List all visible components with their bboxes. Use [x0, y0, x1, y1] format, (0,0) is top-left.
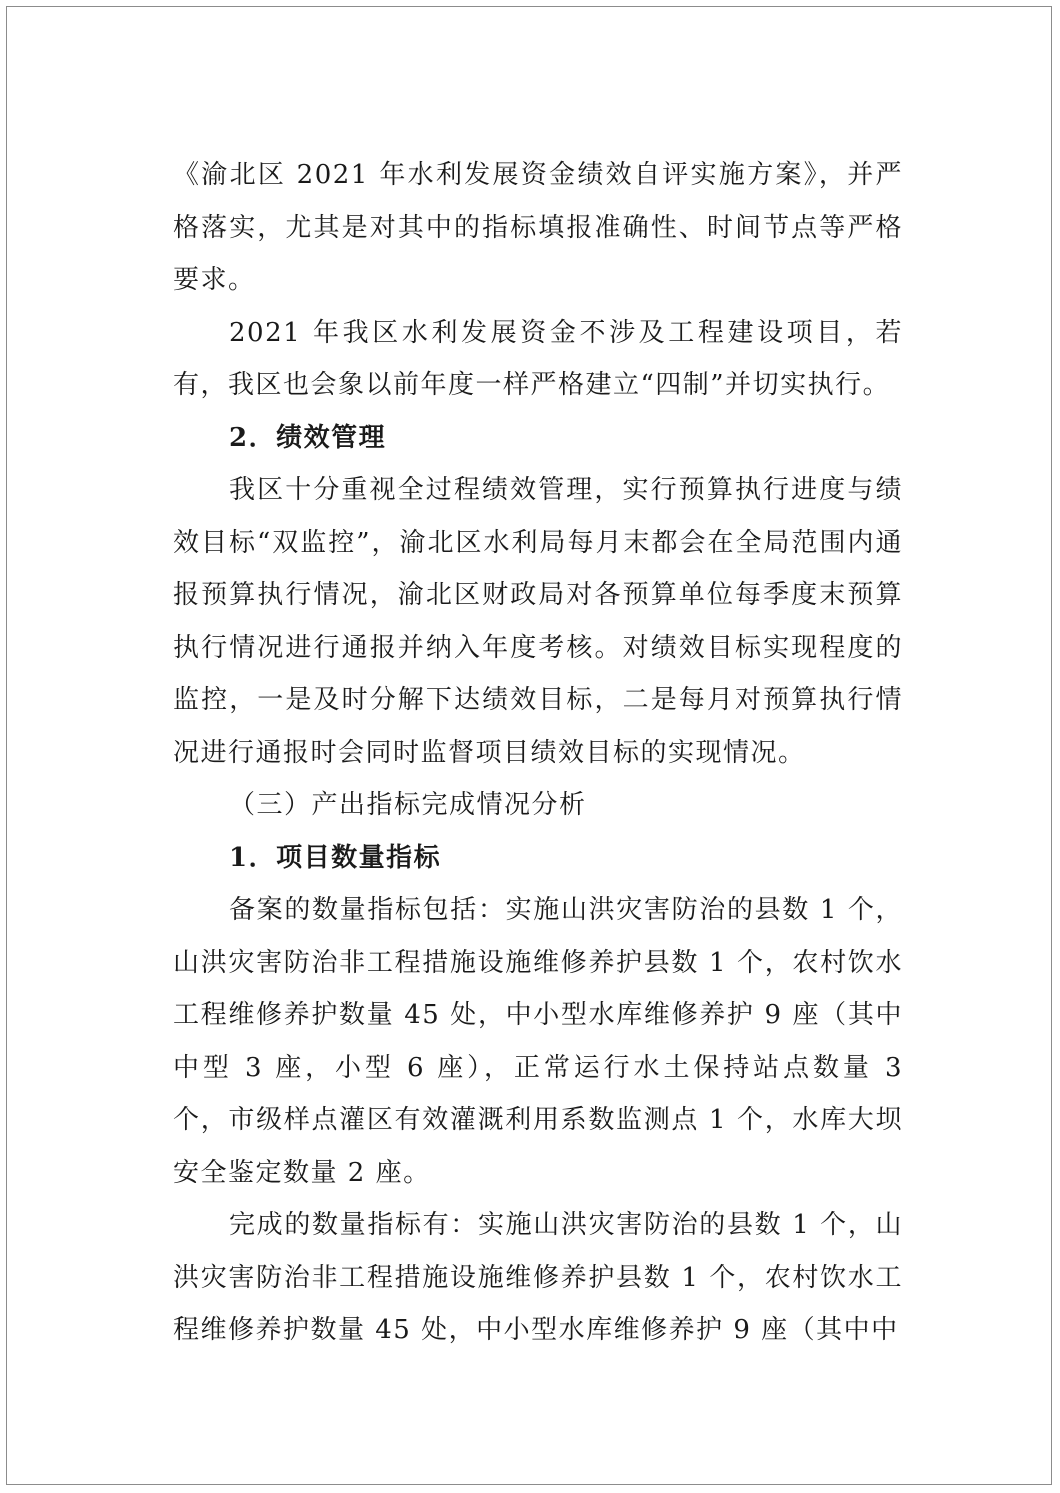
paragraph-completed-indicators: 完成的数量指标有：实施山洪灾害防治的县数 1 个，山洪灾害防治非工程措施设施维修养护县数 1 个，农村饮水工程维修养护数量 45 处，中小型水库维修养护 9 座（其中中: [173, 1210, 903, 1345]
heading-performance-management: 2．绩效管理: [229, 422, 387, 453]
page-content: [173, 149, 903, 1357]
section-heading-output-indicators: （三）产出指标完成情况分析: [229, 790, 587, 820]
heading-quantity-indicators: 1．项目数量指标: [229, 842, 442, 873]
document-page: [6, 6, 1052, 1485]
paragraph-filed-indicators: 备案的数量指标包括：实施山洪灾害防治的县数 1 个，山洪灾害防治非工程措施设施维修养护县数 1 个，农村饮水工程维修养护数量 45 处，中小型水库维修养护 9 座（其中中型 3 座，小型 6 座），正常运行水土保持站点数量 3 个，市级样点灌区有效灌溉利用系数监测点 1 个，水库大坝安全鉴定数量 2 座。: [173, 895, 903, 1188]
paragraph-four-systems: 2021 年我区水利发展资金不涉及工程建设项目，若有，我区也会象以前年度一样严格建立“四制”并切实执行。: [173, 317, 903, 400]
paragraph-plan-implementation: 《渝北区 2021 年水利发展资金绩效自评实施方案》，并严格落实，尤其是对其中的指标填报准确性、时间节点等严格要求。: [173, 160, 903, 295]
paragraph-performance-monitoring: 我区十分重视全过程绩效管理，实行预算执行进度与绩效目标“双监控”，渝北区水利局每月末都会在全局范围内通报预算执行情况，渝北区财政局对各预算单位每季度末预算执行情况进行通报并纳入年度考核。对绩效目标实现程度的监控，一是及时分解下达绩效目标，二是每月对预算执行情况进行通报时会同时监督项目绩效目标的实现情况。: [173, 475, 903, 768]
